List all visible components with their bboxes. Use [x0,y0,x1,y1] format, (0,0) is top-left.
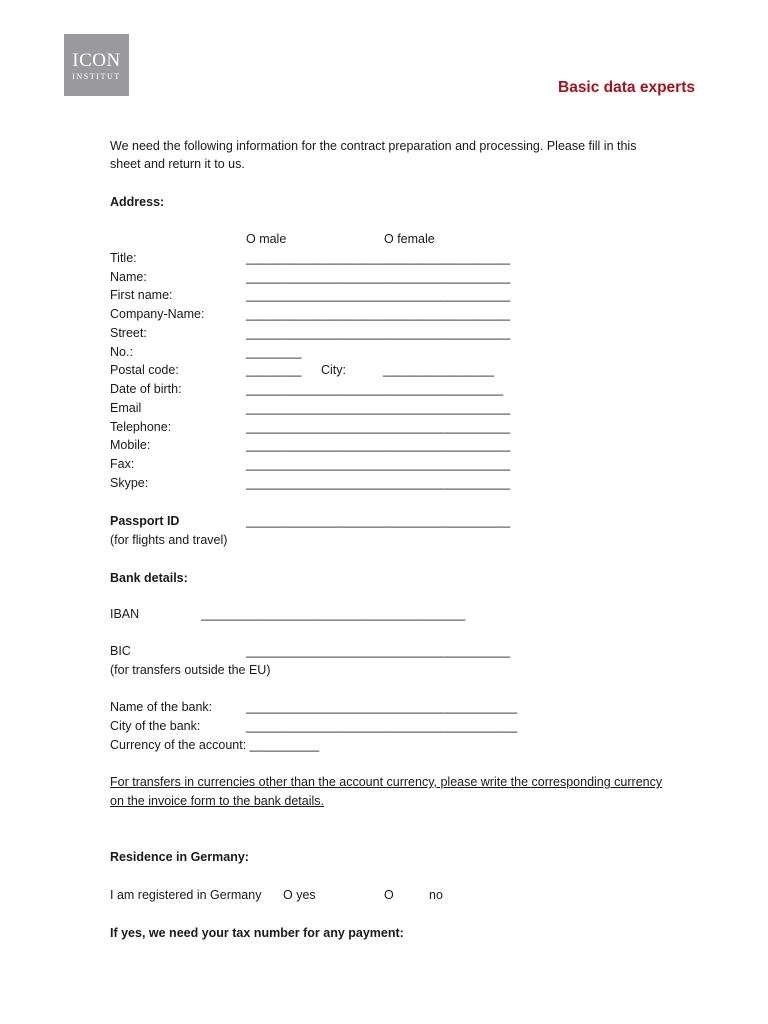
currency-note-line2: on the invoice form to the bank details. [110,794,325,808]
iban-label: IBAN [110,607,140,621]
field-label-name: Name: [110,270,147,284]
page-title: Basic data experts [558,79,695,96]
bank-name-blank[interactable]: _______________________________________ [246,700,518,714]
field-blank-name[interactable]: ______________________________________ [246,270,511,284]
field-blank-postal-code[interactable]: ________ [246,363,302,377]
field-label-fax: Fax: [110,457,135,471]
field-blank-city[interactable]: ________________ [383,363,495,377]
bank-details-heading: Bank details: [110,571,188,585]
registered-no-label: no [429,888,443,902]
registered-yes-option[interactable]: O yes [283,888,316,902]
intro-line1: We need the following information for the contract preparation and processing. Please fill in this [110,139,637,153]
field-blank-mobile[interactable]: ______________________________________ [246,438,511,452]
registered-label: I am registered in Germany [110,888,262,902]
field-label-title: Title: [110,251,137,265]
intro-line2: sheet and return it to us. [110,157,245,171]
field-label-postal-code: Postal code: [110,363,179,377]
field-blank-telephone[interactable]: ______________________________________ [246,420,511,434]
field-blank-title[interactable]: ______________________________________ [246,251,511,265]
bank-city-label: City of the bank: [110,719,201,733]
field-label-company-name: Company-Name: [110,307,205,321]
field-label-no: No.: [110,345,133,359]
field-label-date-of-birth: Date of birth: [110,382,182,396]
logo-line2: INSTITUT [72,72,121,81]
passport-blank[interactable]: ______________________________________ [246,514,511,528]
gender-female-option[interactable]: O female [384,232,435,246]
field-blank-company-name[interactable]: ______________________________________ [246,307,511,321]
bic-label: BIC [110,644,131,658]
field-blank-date-of-birth[interactable]: _____________________________________ [246,382,504,396]
residence-heading: Residence in Germany: [110,850,249,864]
logo-line1: ICON [72,50,121,71]
bic-note: (for transfers outside the EU) [110,663,271,677]
iban-blank[interactable]: ______________________________________ [201,607,466,621]
field-label-first-name: First name: [110,288,173,302]
gender-male-option[interactable]: O male [246,232,287,246]
field-blank-no[interactable]: ________ [246,345,302,359]
field-label-mobile: Mobile: [110,438,151,452]
field-blank-street[interactable]: ______________________________________ [246,326,511,340]
bank-city-blank[interactable]: _______________________________________ [246,719,518,733]
field-blank-skype[interactable]: ______________________________________ [246,476,511,490]
currency-note-line1: For transfers in currencies other than the account currency, please write the corresponding currency [110,775,663,789]
account-currency-field[interactable]: Currency of the account: __________ [110,738,320,752]
bic-blank[interactable]: ______________________________________ [246,644,511,658]
tax-number-heading: If yes, we need your tax number for any payment: [110,926,404,940]
registered-no-radio[interactable]: O [384,888,394,902]
field-label-street: Street: [110,326,147,340]
field-blank-email[interactable]: ______________________________________ [246,401,511,415]
field-label-email: Email [110,401,142,415]
field-blank-fax[interactable]: ______________________________________ [246,457,511,471]
field-label-city: City: [321,363,346,377]
field-blank-first-name[interactable]: ______________________________________ [246,288,511,302]
passport-note: (for flights and travel) [110,533,228,547]
field-label-telephone: Telephone: [110,420,172,434]
passport-label: Passport ID [110,514,180,528]
bank-name-label: Name of the bank: [110,700,213,714]
icon-institut-logo [64,34,129,96]
field-label-skype: Skype: [110,476,149,490]
address-heading: Address: [110,195,165,209]
